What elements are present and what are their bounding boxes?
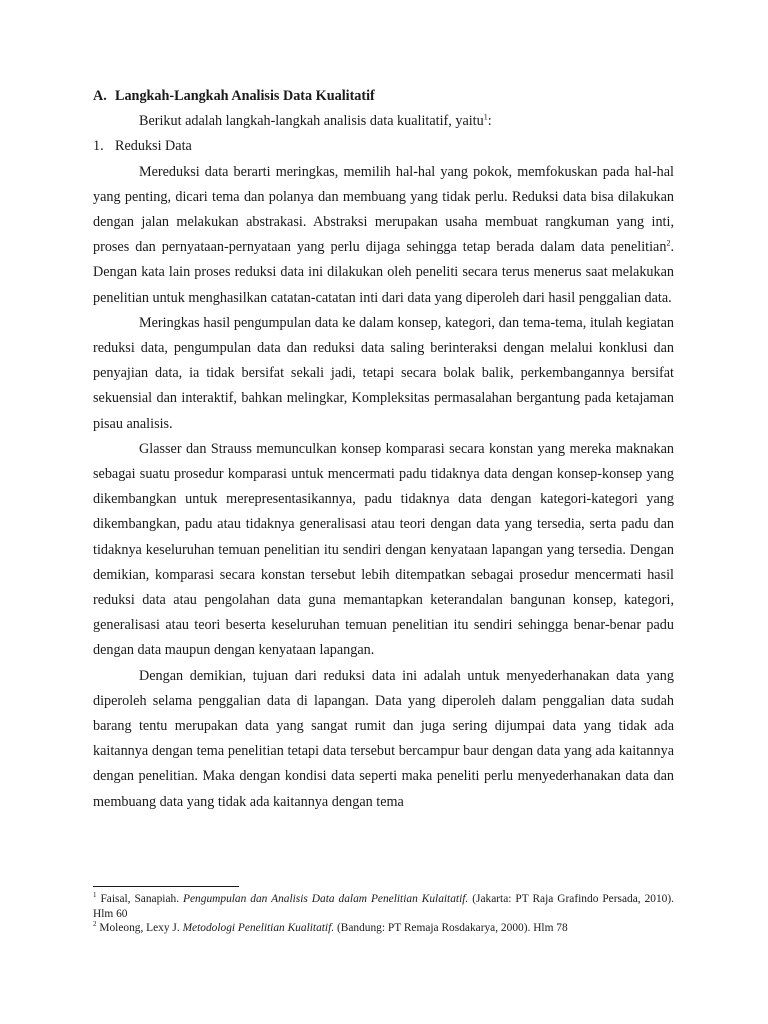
paragraph-1 [93, 160, 674, 311]
paragraph-3: Glasser dan Strauss memunculkan konsep komparasi secara konstan yang mereka maknakan sebagai suatu prosedur komparasi untuk mencermati padu tidaknya data dengan konsep-konsep yang dikembangkan untuk merepresentasikannya, padu tidaknya data dengan kategori-kategori yang dikembangkan, padu atau tidaknya generalisasi atau teori dengan data yang tersedia, serta padu dan tidaknya keseluruhan temuan penelitian itu sendiri dengan kenyataan lapangan yang tersedia. Dengan demikian, komparasi secara konstan tersebut lebih ditempatkan sebagai prosedur mencermati hasil reduksi data atau pengolahan data guna memantapkan keterandalan bangunan konsep, kategori, generalisasi atau teori beserta keseluruhan temuan penelitian itu sendiri sehingga benar-benar padu dengan data maupun dengan kenyataan lapangan. [93, 440, 674, 659]
intro-line [93, 109, 674, 134]
paragraph-4: Dengan demikian, tujuan dari reduksi data ini adalah untuk menyederhanakan data yang diperoleh selama penggalian data di lapangan. Data yang diperoleh dalam penggalian data sudah barang tentu merupakan data yang sangat rumit dan juga sering dijumpai data yang tidak ada kaitannya dengan tema penelitian tetapi data tersebut bercampur baur dengan data yang ada kaitannya dengan penelitian. Maka dengan kondisi data seperti maka peneliti perlu menyederhanakan data dan membuang data yang tidak ada kaitannya dengan tema [93, 667, 674, 810]
footnote-1 [93, 892, 674, 921]
list-item-label: Reduksi Data [115, 138, 192, 155]
footnote-1-publisher: (Jakarta: PT Raja Grafindo Persada, 2010). Hlm 60 [93, 893, 675, 920]
body-text [93, 84, 674, 815]
footnote-1-title: Pengumpulan dan Analisis Data dalam Penelitian Kulaitatif. [183, 893, 469, 905]
paragraph-1-text-b: . Dengan kata lain proses reduksi data ini dilakukan oleh peneliti secara terus menerus saat melakukan penelitian untuk menghasilkan catatan-catatan inti dari data yang diperoleh dari hasil penggalian data. [93, 239, 674, 306]
footnote-2-title: Metodologi Penelitian Kualitatif. [182, 922, 335, 935]
section-heading [93, 84, 674, 109]
section-number: A. [93, 88, 107, 104]
footnotes [93, 892, 674, 936]
footnote-2-publisher: (Bandung: PT Remaja Rosdakarya, 2000). Hlm 78 [334, 922, 568, 935]
footnote-ref-1[interactable]: 1 [483, 112, 488, 122]
footnote-2 [93, 921, 674, 936]
footnote-1-number: 1 [93, 891, 97, 900]
section-title: Langkah-Langkah Analisis Data Kualitatif [115, 88, 375, 104]
intro-text: Berikut adalah langkah-langkah analisis data kualitatif, yaitu [139, 113, 484, 130]
footnote-separator [93, 886, 239, 887]
intro-tail: : [487, 113, 492, 130]
footnote-2-number: 2 [93, 920, 97, 929]
list-item-reduksi-data [93, 134, 674, 159]
list-item-number: 1. [93, 138, 104, 155]
paragraph-2: Meringkas hasil pengumpulan data ke dalam konsep, kategori, dan tema-tema, itulah kegiatan reduksi data, pengumpulan data dan reduksi data saling berinteraksi dengan melalui konklusi dan penyajian data, ia tidak bersifat sekali jadi, tetapi secara bolak balik, perkembangannya bersifat sekuensial dan interaktif, bahkan melingkar, Kompleksitas permasalahan bergantung pada ketajaman pisau analisis. [93, 314, 674, 432]
paragraph-1-text-a: Mereduksi data berarti meringkas, memilih hal-hal yang pokok, memfokuskan pada hal-hal yang penting, dicari tema dan polanya dan membuang yang tidak perlu. Reduksi data bisa dilakukan dengan jalan melakukan abstrakasi. Abstraksi merupakan usaha membuat rangkuman yang inti, proses dan pernyataan-pernyataan yang perlu dijaga sehingga tetap berada dalam data penelitian [93, 163, 674, 256]
footnote-1-author: Faisal, Sanapiah. [96, 893, 184, 905]
footnote-2-author: Moleong, Lexy J. [96, 922, 183, 935]
footnote-ref-2[interactable]: 2 [666, 238, 671, 248]
